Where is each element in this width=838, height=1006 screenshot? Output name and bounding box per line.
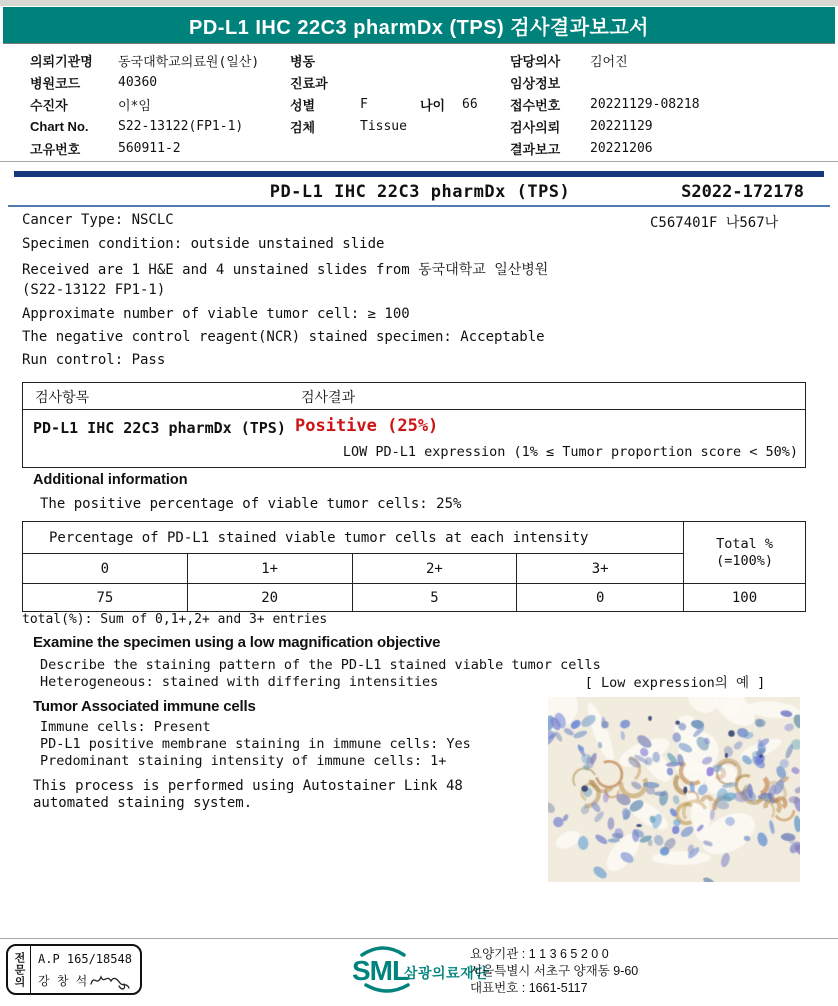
stamp-role-label: 전문의 (8, 946, 31, 993)
immune-line: PD-L1 positive membrane staining in immune cells: Yes (40, 736, 471, 752)
barcode-id: C567401F 나567나 (650, 215, 779, 231)
stamp-code: A.P 165/18548 (38, 952, 132, 966)
report-line: (S22-13122 FP1-1) (22, 282, 166, 298)
info-row (30, 50, 259, 72)
report-line: Received are 1 H&E and 4 unstained slides from 동국대학교 일산병원 (22, 262, 549, 278)
stamp-body (31, 946, 140, 993)
info-value: F (360, 96, 368, 112)
info-row (30, 72, 259, 94)
intensity-value-1plus: 20 (187, 584, 352, 612)
info-label: 담당의사 (510, 54, 561, 70)
total-header-line2: (=100%) (716, 552, 773, 569)
info-row (290, 94, 478, 116)
section-bar (14, 171, 824, 177)
intensity-value-2plus: 5 (352, 584, 517, 612)
intensity-table (22, 521, 806, 612)
column-header-test-item: 검사항목 (35, 390, 90, 406)
info-row (290, 72, 478, 94)
report-title: PD-L1 IHC 22C3 pharmDx (TPS) 검사결과보고서 (189, 16, 649, 39)
footer-line-address: 서울특별시 서초구 양재동 9-60 (470, 964, 639, 978)
info-row (510, 50, 700, 72)
info-value: S22-13122(FP1-1) (118, 118, 244, 134)
report-line: Run control: Pass (22, 352, 166, 368)
intensity-total-value: 100 (684, 584, 806, 612)
total-header-line1: Total % (716, 535, 773, 552)
info-label: 접수번호 (510, 97, 561, 113)
histology-image-caption: [ Low expression의 예 ] (584, 675, 766, 691)
info-value: 동국대학교의료원(일산) (118, 55, 260, 71)
exam-line: Heterogeneous: stained with differing intensities (40, 674, 439, 690)
result-interpretation: LOW PD-L1 expression (1% ≤ Tumor proportion score < 50%) (342, 444, 798, 460)
info-value: 40360 (118, 75, 158, 91)
info-label: 검사의뢰 (510, 119, 561, 135)
info-value: 20221129 (590, 118, 653, 134)
title-underline (8, 205, 830, 207)
info-label: 임상정보 (510, 76, 561, 92)
footer-line-phone: 대표번호 : 1661-5117 (470, 981, 588, 995)
info-label: 수진자 (30, 97, 68, 113)
info-row (510, 94, 700, 116)
intensity-col-0: 0 (23, 554, 188, 584)
report-banner (3, 7, 835, 44)
info-row (510, 137, 700, 159)
info-label: 결과보고 (510, 141, 561, 157)
total-percent-header (684, 522, 806, 584)
intensity-col-3plus: 3+ (517, 554, 684, 584)
info-label: 의뢰기관명 (30, 54, 93, 70)
divider-line (0, 161, 838, 162)
test-title: PD-L1 IHC 22C3 pharmDx (TPS) (269, 182, 571, 202)
exam-line: Describe the staining pattern of the PD-L1 stained viable tumor cells (40, 657, 601, 673)
patient-info-left (30, 50, 259, 159)
info-label: 검체 (290, 119, 316, 135)
additional-info-line: The positive percentage of viable tumor cells: 25% (40, 496, 462, 512)
result-test-name: PD-L1 IHC 22C3 pharmDx (TPS) (33, 419, 286, 437)
info-row (290, 115, 478, 137)
info-row (30, 137, 259, 159)
immune-line: Predominant staining intensity of immune cells: 1+ (40, 753, 447, 769)
stamp-name: 강 창 석 (38, 973, 88, 988)
intensity-value-0: 75 (23, 584, 188, 612)
pathologist-stamp (6, 944, 142, 995)
svg-text:SML: SML (352, 955, 409, 986)
info-value: 20221129-08218 (590, 96, 700, 112)
window-top-strip (0, 0, 838, 6)
histology-image (548, 697, 800, 882)
info-value: 560911-2 (118, 140, 181, 156)
info-value: Tissue (360, 118, 407, 134)
process-note-line: This process is performed using Autostainer Link 48 (33, 778, 463, 794)
specimen-number: S2022-172178 (681, 182, 804, 202)
signature-icon (89, 970, 131, 992)
intensity-col-2plus: 2+ (352, 554, 517, 584)
info-label: 병원코드 (30, 76, 81, 92)
info-row (30, 94, 259, 116)
immune-heading: Tumor Associated immune cells (33, 698, 256, 715)
info-label: 병동 (290, 54, 316, 70)
report-line: Approximate number of viable tumor cell: ≥ 100 (22, 306, 410, 322)
patient-info-right (510, 50, 700, 159)
info-row (510, 115, 700, 137)
patient-info-middle (290, 50, 478, 137)
info-row (510, 72, 700, 94)
exam-heading: Examine the specimen using a low magnification objective (33, 634, 441, 651)
info-row (30, 115, 259, 137)
report-line: Specimen condition: outside unstained slide (22, 236, 385, 252)
info-label: 고유번호 (30, 141, 81, 157)
result-value: Positive (25%) (295, 416, 439, 436)
info-label: Chart No. (30, 118, 89, 134)
report-line: The negative control reagent(NCR) stained specimen: Acceptable (22, 329, 545, 345)
organization-name: 삼광의료재단 (404, 965, 489, 981)
info-value: 김어진 (590, 55, 628, 71)
additional-info-heading: Additional information (33, 472, 188, 488)
intensity-table-header: Percentage of PD-L1 stained viable tumor cells at each intensity (23, 522, 684, 554)
cancer-type: Cancer Type: NSCLC (22, 212, 174, 228)
intensity-value-3plus: 0 (517, 584, 684, 612)
info-label: 나이 (420, 97, 446, 113)
process-note-line: automated staining system. (33, 795, 253, 811)
info-label: 성별 (290, 97, 316, 113)
intensity-col-1plus: 1+ (187, 554, 352, 584)
info-value: 이*임 (118, 98, 151, 114)
result-table-header (23, 383, 805, 410)
info-row (290, 50, 478, 72)
result-table (22, 382, 806, 468)
footer-contact-info (470, 946, 638, 997)
info-label: 진료과 (290, 76, 328, 92)
info-value: 20221206 (590, 140, 653, 156)
column-header-test-result: 검사결과 (301, 390, 356, 406)
footer-line-institution: 요양기관 : 1 1 3 6 5 2 0 0 (470, 947, 609, 961)
footer-divider (0, 938, 838, 939)
total-note: total(%): Sum of 0,1+,2+ and 3+ entries (22, 612, 328, 627)
immune-line: Immune cells: Present (40, 719, 211, 735)
info-value: 66 (462, 96, 478, 112)
